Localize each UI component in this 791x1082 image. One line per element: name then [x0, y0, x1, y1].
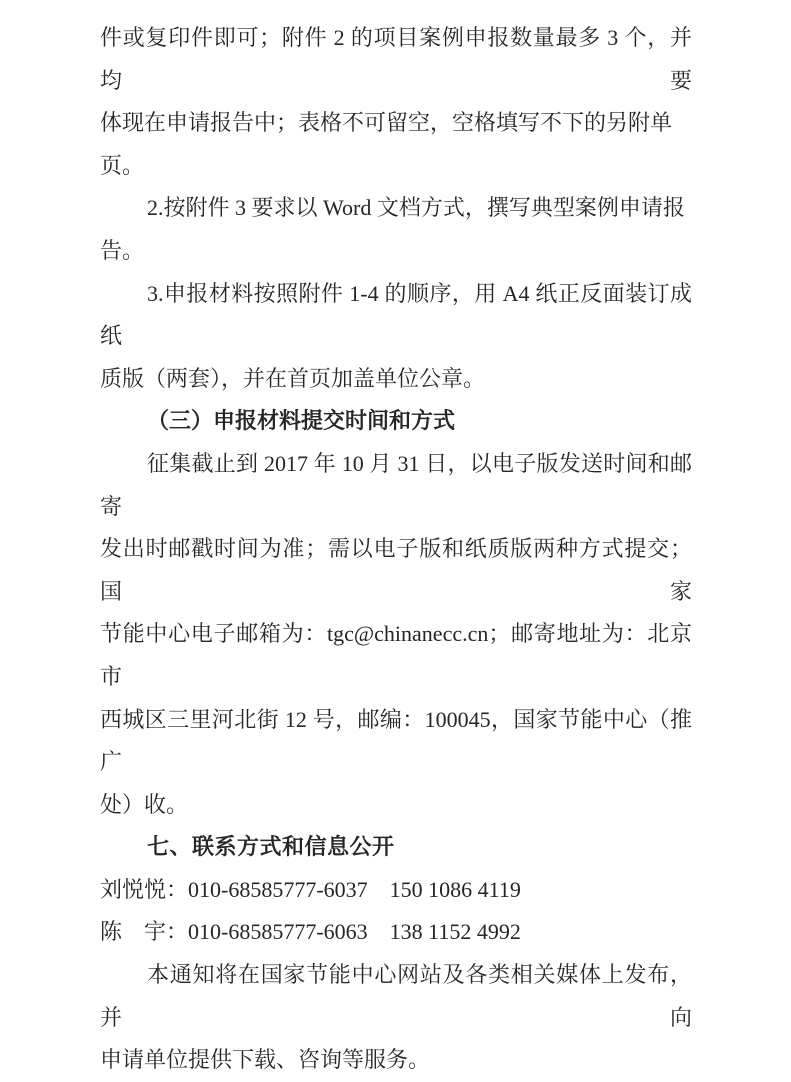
section-heading: 七、联系方式和信息公开 [147, 834, 395, 860]
paragraph-line: 处）收。 [100, 791, 189, 817]
document-page [100, 17, 692, 1082]
paragraph-line: 申请单位提供下载、咨询等服务。 [100, 1047, 431, 1073]
subsection-heading: （三）申报材料提交时间和方式 [147, 408, 456, 434]
paragraph-line: 发出时邮戳时间为准；需以电子版和纸质版两种方式提交；国家 [100, 536, 692, 604]
paragraph-line: 西城区三里河北街 12 号，邮编：100045，国家节能中心（推广 [100, 706, 692, 775]
paragraph-line: 体现在申请报告中；表格不可留空，空格填写不下的另附单页。 [100, 110, 673, 178]
contact-line: 刘悦悦：010-68585777-6037 150 1086 4119 [100, 876, 521, 902]
paragraph-line: 件或复印件即可；附件 2 的项目案例申报数量最多 3 个，并均要 [100, 25, 692, 93]
paragraph-line: 节能中心电子邮箱为：tgc@chinanecc.cn；邮寄地址为：北京市 [100, 621, 692, 689]
list-item-3: 3.申报材料按照附件 1-4 的顺序，用 A4 纸正反面装订成纸 [100, 280, 692, 349]
paragraph-line: 质版（两套），并在首页加盖单位公章。 [100, 365, 486, 391]
paragraph-line: 征集截止到 2017 年 10 月 31 日，以电子版发送时间和邮寄 [100, 450, 692, 519]
contact-line: 陈 宇：010-68585777-6063 138 1152 4992 [100, 919, 521, 945]
list-item-2: 2.按附件 3 要求以 Word 文档方式，撰写典型案例申请报告。 [100, 195, 685, 263]
paragraph-line: 本通知将在国家节能中心网站及各类相关媒体上发布，并向 [100, 962, 692, 1030]
